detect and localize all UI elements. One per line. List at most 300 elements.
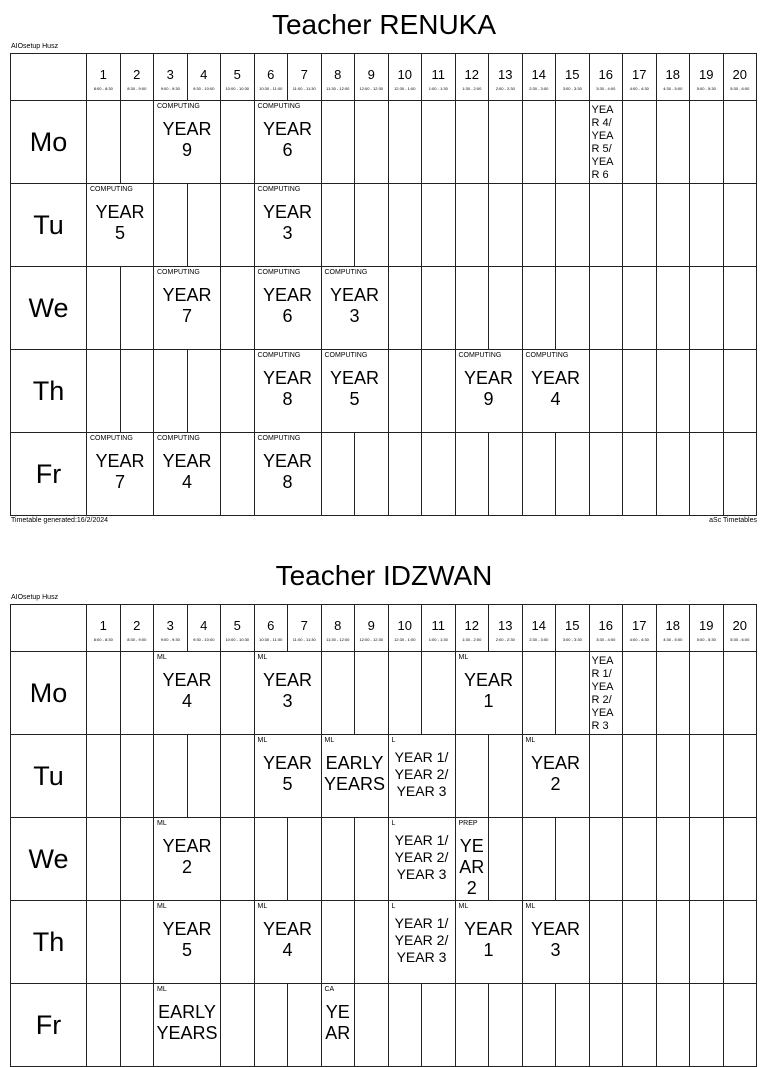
- lesson-subject: COMPUTING: [157, 103, 200, 110]
- period-header: [455, 54, 489, 101]
- lesson-cell[interactable]: [321, 984, 355, 1067]
- sheet-title: Teacher RENUKA: [271, 9, 497, 40]
- lesson-class: YEAR 5: [162, 919, 217, 960]
- day-row: [11, 350, 757, 433]
- lesson-class: YEAR 3: [262, 670, 318, 711]
- empty-slot: [221, 433, 255, 516]
- day-label: We: [11, 818, 87, 901]
- period-time: 5:00 - 5:30: [696, 637, 716, 642]
- empty-slot: [154, 350, 188, 433]
- empty-slot: [254, 818, 288, 901]
- lesson-class: YEAR 2: [530, 753, 586, 794]
- empty-slot: [388, 267, 422, 350]
- empty-slot: [455, 101, 489, 184]
- empty-slot: [120, 101, 154, 184]
- lesson-subject: ML: [458, 903, 469, 910]
- empty-slot: [723, 818, 757, 901]
- lesson-subject: COMPUTING: [257, 269, 301, 276]
- period-header: [120, 54, 154, 101]
- lesson-class: YEAR: [325, 1002, 351, 1043]
- period-number: 7: [300, 67, 308, 82]
- lesson-cell[interactable]: [455, 350, 522, 433]
- period-number: 12: [464, 618, 479, 633]
- period-number: 3: [166, 67, 174, 82]
- corner-cell: [11, 605, 87, 652]
- empty-slot: [254, 984, 288, 1067]
- empty-slot: [623, 350, 657, 433]
- period-header: [87, 605, 121, 652]
- period-header: [656, 605, 690, 652]
- empty-slot: [623, 652, 657, 735]
- empty-slot: [120, 901, 154, 984]
- empty-slot: [489, 433, 523, 516]
- lesson-class: YEAR 1: [463, 919, 519, 960]
- lesson-cell[interactable]: [388, 901, 455, 984]
- empty-slot: [522, 818, 556, 901]
- period-header: [522, 605, 556, 652]
- lesson-cell[interactable]: [87, 433, 154, 516]
- period-time: 1:00 - 1:30: [428, 86, 448, 91]
- period-time: 8:00 - 8:30: [93, 86, 113, 91]
- empty-slot: [355, 101, 389, 184]
- lesson-cell[interactable]: [154, 101, 221, 184]
- period-header: [87, 54, 121, 101]
- period-time: 12:30 - 1:00: [394, 637, 416, 642]
- lesson-cell[interactable]: [321, 735, 388, 818]
- period-number: 6: [267, 618, 275, 633]
- day-row: [11, 101, 757, 184]
- empty-slot: [723, 652, 757, 735]
- empty-slot: [455, 433, 489, 516]
- period-time: 11:00 - 11:30: [292, 637, 316, 642]
- period-time: 3:30 - 4:00: [596, 637, 616, 642]
- lesson-class: YEAR 1/ YEAR 2/ YEAR 3: [394, 749, 452, 799]
- empty-slot: [321, 433, 355, 516]
- empty-slot: [690, 433, 724, 516]
- empty-slot: [489, 818, 523, 901]
- empty-slot: [455, 267, 489, 350]
- lesson-cell[interactable]: [254, 735, 321, 818]
- lesson-subject: COMPUTING: [458, 352, 502, 359]
- empty-slot: [623, 433, 657, 516]
- day-row: [11, 433, 757, 516]
- empty-slot: [556, 433, 590, 516]
- lesson-cell[interactable]: [254, 433, 321, 516]
- empty-slot: [355, 652, 389, 735]
- period-header: [120, 605, 154, 652]
- period-time: 4:30 - 5:00: [663, 86, 683, 91]
- empty-slot: [723, 984, 757, 1067]
- lesson-cell[interactable]: [87, 184, 154, 267]
- empty-slot: [221, 984, 255, 1067]
- lesson-class: YEAR 1: [463, 670, 519, 711]
- empty-slot: [489, 184, 523, 267]
- sheet-title: Teacher IDZWAN: [275, 560, 493, 591]
- lesson-class: YEAR 2: [459, 836, 490, 898]
- lesson-cell[interactable]: [254, 267, 321, 350]
- empty-slot: [723, 433, 757, 516]
- period-time: 1:00 - 1:30: [428, 637, 448, 642]
- empty-slot: [87, 652, 121, 735]
- school-name: AIOsetup Husz: [11, 594, 59, 601]
- lesson-cell[interactable]: [254, 101, 321, 184]
- period-time: 2:30 - 3:00: [529, 637, 549, 642]
- lesson-subject: L: [391, 820, 396, 827]
- empty-slot: [522, 101, 556, 184]
- period-header: [254, 54, 288, 101]
- empty-slot: [355, 984, 389, 1067]
- period-number: 19: [699, 67, 714, 82]
- empty-slot: [623, 735, 657, 818]
- lesson-cell[interactable]: [154, 901, 221, 984]
- period-time: 3:00 - 3:30: [562, 637, 582, 642]
- lesson-class: YEAR 8: [262, 368, 318, 409]
- period-header: [187, 605, 221, 652]
- lesson-cell[interactable]: [455, 901, 522, 984]
- generated-date: Timetable generated:16/2/2024: [11, 517, 109, 524]
- empty-slot: [589, 735, 623, 818]
- empty-slot: [589, 433, 623, 516]
- lesson-class: YEAR 7: [95, 451, 150, 492]
- lesson-subject: ML: [525, 737, 536, 744]
- lesson-cell[interactable]: [522, 901, 589, 984]
- empty-slot: [723, 267, 757, 350]
- lesson-cell[interactable]: [522, 350, 589, 433]
- period-header: [656, 54, 690, 101]
- empty-slot: [489, 984, 523, 1067]
- empty-slot: [589, 984, 623, 1067]
- day-label: Fr: [11, 433, 87, 516]
- lesson-class: YEAR 5: [262, 753, 318, 794]
- empty-slot: [690, 101, 724, 184]
- lesson-subject: COMPUTING: [157, 435, 200, 442]
- day-row: [11, 267, 757, 350]
- timetable-grid: [10, 53, 757, 516]
- period-number: 1: [99, 67, 107, 82]
- empty-slot: [321, 818, 355, 901]
- empty-slot: [288, 984, 322, 1067]
- period-header: [489, 54, 523, 101]
- day-row: [11, 735, 757, 818]
- lesson-class: YEAR 2: [162, 836, 217, 877]
- day-row: [11, 901, 757, 984]
- empty-slot: [522, 984, 556, 1067]
- lesson-cell[interactable]: [154, 652, 221, 735]
- period-header: [254, 605, 288, 652]
- empty-slot: [221, 818, 255, 901]
- lesson-cell[interactable]: [254, 350, 321, 433]
- period-time: 5:00 - 5:30: [696, 86, 716, 91]
- period-number: 12: [464, 67, 479, 82]
- lesson-class: YEAR 3: [329, 285, 385, 326]
- period-number: 8: [334, 67, 342, 82]
- lesson-cell[interactable]: [388, 818, 455, 901]
- empty-slot: [455, 984, 489, 1067]
- period-number: 13: [498, 67, 513, 82]
- empty-slot: [656, 184, 690, 267]
- lesson-class: YEAR 8: [262, 451, 318, 492]
- lesson-cell[interactable]: [254, 652, 321, 735]
- lesson-subject: ML: [458, 654, 469, 661]
- lesson-cell[interactable]: [589, 652, 623, 735]
- period-number: 7: [300, 618, 308, 633]
- empty-slot: [623, 984, 657, 1067]
- period-number: 2: [133, 67, 141, 82]
- period-time: 5:30 - 6:00: [730, 86, 750, 91]
- empty-slot: [187, 184, 221, 267]
- period-time: 1:30 - 2:00: [462, 637, 482, 642]
- empty-slot: [120, 350, 154, 433]
- lesson-subject: ML: [257, 737, 268, 744]
- lesson-class: EARLY YEARS: [323, 753, 389, 794]
- empty-slot: [388, 652, 422, 735]
- period-time: 8:30 - 9:00: [127, 86, 147, 91]
- period-header-row: [11, 605, 757, 652]
- empty-slot: [221, 901, 255, 984]
- corner-cell: [11, 54, 87, 101]
- empty-slot: [187, 350, 221, 433]
- empty-slot: [187, 735, 221, 818]
- empty-slot: [388, 433, 422, 516]
- period-header: [288, 605, 322, 652]
- lesson-cell[interactable]: [321, 267, 388, 350]
- empty-slot: [690, 350, 724, 433]
- empty-slot: [355, 818, 389, 901]
- day-label: Th: [11, 350, 87, 433]
- period-number: 10: [397, 618, 412, 633]
- empty-slot: [690, 184, 724, 267]
- empty-slot: [690, 652, 724, 735]
- period-time: 9:00 - 9:30: [160, 86, 180, 91]
- lesson-subject: COMPUTING: [324, 352, 368, 359]
- period-header: [589, 54, 623, 101]
- period-time: 12:00 - 12:30: [359, 86, 384, 91]
- empty-slot: [87, 267, 121, 350]
- lesson-class: YEAR 1/ YEAR 2/ YEAR 3: [591, 655, 615, 732]
- period-header: [455, 605, 489, 652]
- lesson-cell[interactable]: [455, 652, 522, 735]
- period-number: 10: [397, 67, 412, 82]
- period-time: 10:00 - 10:30: [225, 86, 250, 91]
- period-time: 4:00 - 4:30: [629, 637, 649, 642]
- empty-slot: [221, 350, 255, 433]
- empty-slot: [221, 652, 255, 735]
- period-number: 18: [665, 618, 680, 633]
- empty-slot: [656, 901, 690, 984]
- period-number: 2: [133, 618, 141, 633]
- empty-slot: [723, 901, 757, 984]
- period-header: [355, 54, 389, 101]
- period-number: 13: [498, 618, 513, 633]
- period-time: 8:30 - 9:00: [127, 637, 147, 642]
- lesson-class: YEAR 1/ YEAR 2/ YEAR 3: [394, 915, 452, 965]
- empty-slot: [723, 184, 757, 267]
- empty-slot: [422, 184, 456, 267]
- empty-slot: [522, 267, 556, 350]
- lesson-class: YEAR 6: [262, 119, 318, 160]
- empty-slot: [623, 184, 657, 267]
- empty-slot: [221, 735, 255, 818]
- lesson-class: YEAR 4: [530, 368, 586, 409]
- empty-slot: [120, 735, 154, 818]
- lesson-cell[interactable]: [589, 101, 623, 184]
- empty-slot: [556, 818, 590, 901]
- lesson-subject: COMPUTING: [257, 435, 301, 442]
- lesson-cell[interactable]: [254, 901, 321, 984]
- empty-slot: [522, 433, 556, 516]
- period-time: 2:00 - 2:30: [495, 86, 515, 91]
- period-time: 10:30 - 11:00: [259, 86, 283, 91]
- lesson-cell[interactable]: [154, 433, 221, 516]
- lesson-subject: ML: [157, 820, 167, 827]
- empty-slot: [723, 350, 757, 433]
- period-header: [321, 54, 355, 101]
- lesson-class: YEAR 9: [463, 368, 519, 409]
- lesson-subject: ML: [257, 654, 268, 661]
- period-header: [623, 54, 657, 101]
- empty-slot: [422, 350, 456, 433]
- timetable-grid: [10, 604, 757, 1067]
- period-time: 12:00 - 12:30: [359, 637, 384, 642]
- lesson-subject: COMPUTING: [257, 186, 301, 193]
- empty-slot: [656, 433, 690, 516]
- period-number: 3: [166, 618, 174, 633]
- empty-slot: [321, 652, 355, 735]
- lesson-subject: L: [391, 903, 396, 910]
- empty-slot: [455, 184, 489, 267]
- lesson-cell[interactable]: [321, 350, 388, 433]
- period-time: 9:30 - 10:00: [193, 86, 215, 91]
- period-number: 20: [732, 67, 747, 82]
- period-time: 3:30 - 4:00: [596, 86, 616, 91]
- empty-slot: [355, 184, 389, 267]
- lesson-subject: COMPUTING: [90, 435, 133, 442]
- empty-slot: [154, 735, 188, 818]
- period-header: [321, 605, 355, 652]
- lesson-cell[interactable]: [522, 735, 589, 818]
- lesson-cell[interactable]: [455, 818, 489, 901]
- empty-slot: [221, 267, 255, 350]
- period-time: 4:30 - 5:00: [663, 637, 683, 642]
- period-number: 5: [233, 67, 241, 82]
- empty-slot: [422, 433, 456, 516]
- lesson-cell[interactable]: [388, 735, 455, 818]
- period-number: 4: [200, 67, 208, 82]
- empty-slot: [388, 101, 422, 184]
- period-time: 11:30 - 12:00: [326, 86, 350, 91]
- empty-slot: [522, 652, 556, 735]
- period-header: [690, 605, 724, 652]
- period-number: 17: [632, 67, 647, 82]
- empty-slot: [556, 984, 590, 1067]
- empty-slot: [355, 433, 389, 516]
- lesson-class: YEAR 5: [95, 202, 150, 243]
- day-row: [11, 818, 757, 901]
- period-time: 10:30 - 11:00: [259, 637, 283, 642]
- empty-slot: [422, 652, 456, 735]
- empty-slot: [723, 101, 757, 184]
- day-label: Tu: [11, 735, 87, 818]
- empty-slot: [690, 735, 724, 818]
- empty-slot: [623, 267, 657, 350]
- period-header: [522, 54, 556, 101]
- period-time: 12:30 - 1:00: [394, 86, 416, 91]
- empty-slot: [120, 652, 154, 735]
- empty-slot: [120, 267, 154, 350]
- period-number: 1: [99, 618, 107, 633]
- period-header: [388, 54, 422, 101]
- lesson-subject: PREP: [458, 820, 478, 827]
- period-header: [556, 54, 590, 101]
- period-header: [723, 605, 757, 652]
- lesson-subject: CA: [324, 986, 335, 993]
- period-number: 11: [431, 67, 445, 82]
- lesson-class: YEAR 4/ YEAR 5/ YEAR 6: [591, 104, 615, 181]
- empty-slot: [120, 984, 154, 1067]
- school-name: AIOsetup Husz: [11, 43, 59, 50]
- lesson-subject: COMPUTING: [525, 352, 569, 359]
- lesson-subject: ML: [157, 986, 167, 993]
- empty-slot: [455, 735, 489, 818]
- empty-slot: [87, 101, 121, 184]
- empty-slot: [355, 901, 389, 984]
- lesson-subject: ML: [324, 737, 335, 744]
- lesson-subject: L: [391, 737, 396, 744]
- empty-slot: [87, 901, 121, 984]
- lesson-class: YEAR 7: [162, 285, 217, 326]
- empty-slot: [589, 184, 623, 267]
- period-number: 9: [367, 67, 375, 82]
- empty-slot: [87, 350, 121, 433]
- empty-slot: [221, 101, 255, 184]
- empty-slot: [321, 901, 355, 984]
- period-header: [388, 605, 422, 652]
- day-label: Fr: [11, 984, 87, 1067]
- period-header: [221, 54, 255, 101]
- lesson-subject: ML: [257, 903, 268, 910]
- period-number: 19: [699, 618, 714, 633]
- lesson-class: EARLY YEARS: [156, 1002, 221, 1043]
- period-number: 14: [531, 67, 546, 82]
- lesson-cell[interactable]: [154, 818, 221, 901]
- period-number: 5: [233, 618, 241, 633]
- empty-slot: [589, 818, 623, 901]
- lesson-cell[interactable]: [154, 267, 221, 350]
- lesson-class: YEAR 4: [262, 919, 318, 960]
- lesson-subject: ML: [157, 654, 167, 661]
- empty-slot: [87, 984, 121, 1067]
- empty-slot: [690, 901, 724, 984]
- period-number: 15: [565, 618, 580, 633]
- empty-slot: [589, 901, 623, 984]
- empty-slot: [422, 984, 456, 1067]
- empty-slot: [589, 267, 623, 350]
- empty-slot: [623, 101, 657, 184]
- period-number: 14: [531, 618, 546, 633]
- period-header: [422, 54, 456, 101]
- period-header: [623, 605, 657, 652]
- period-header: [187, 54, 221, 101]
- day-label: Mo: [11, 652, 87, 735]
- lesson-cell[interactable]: [154, 984, 221, 1067]
- empty-slot: [690, 984, 724, 1067]
- lesson-cell[interactable]: [254, 184, 321, 267]
- empty-slot: [556, 184, 590, 267]
- empty-slot: [154, 184, 188, 267]
- period-header: [154, 605, 188, 652]
- period-header: [288, 54, 322, 101]
- lesson-subject: COMPUTING: [157, 269, 200, 276]
